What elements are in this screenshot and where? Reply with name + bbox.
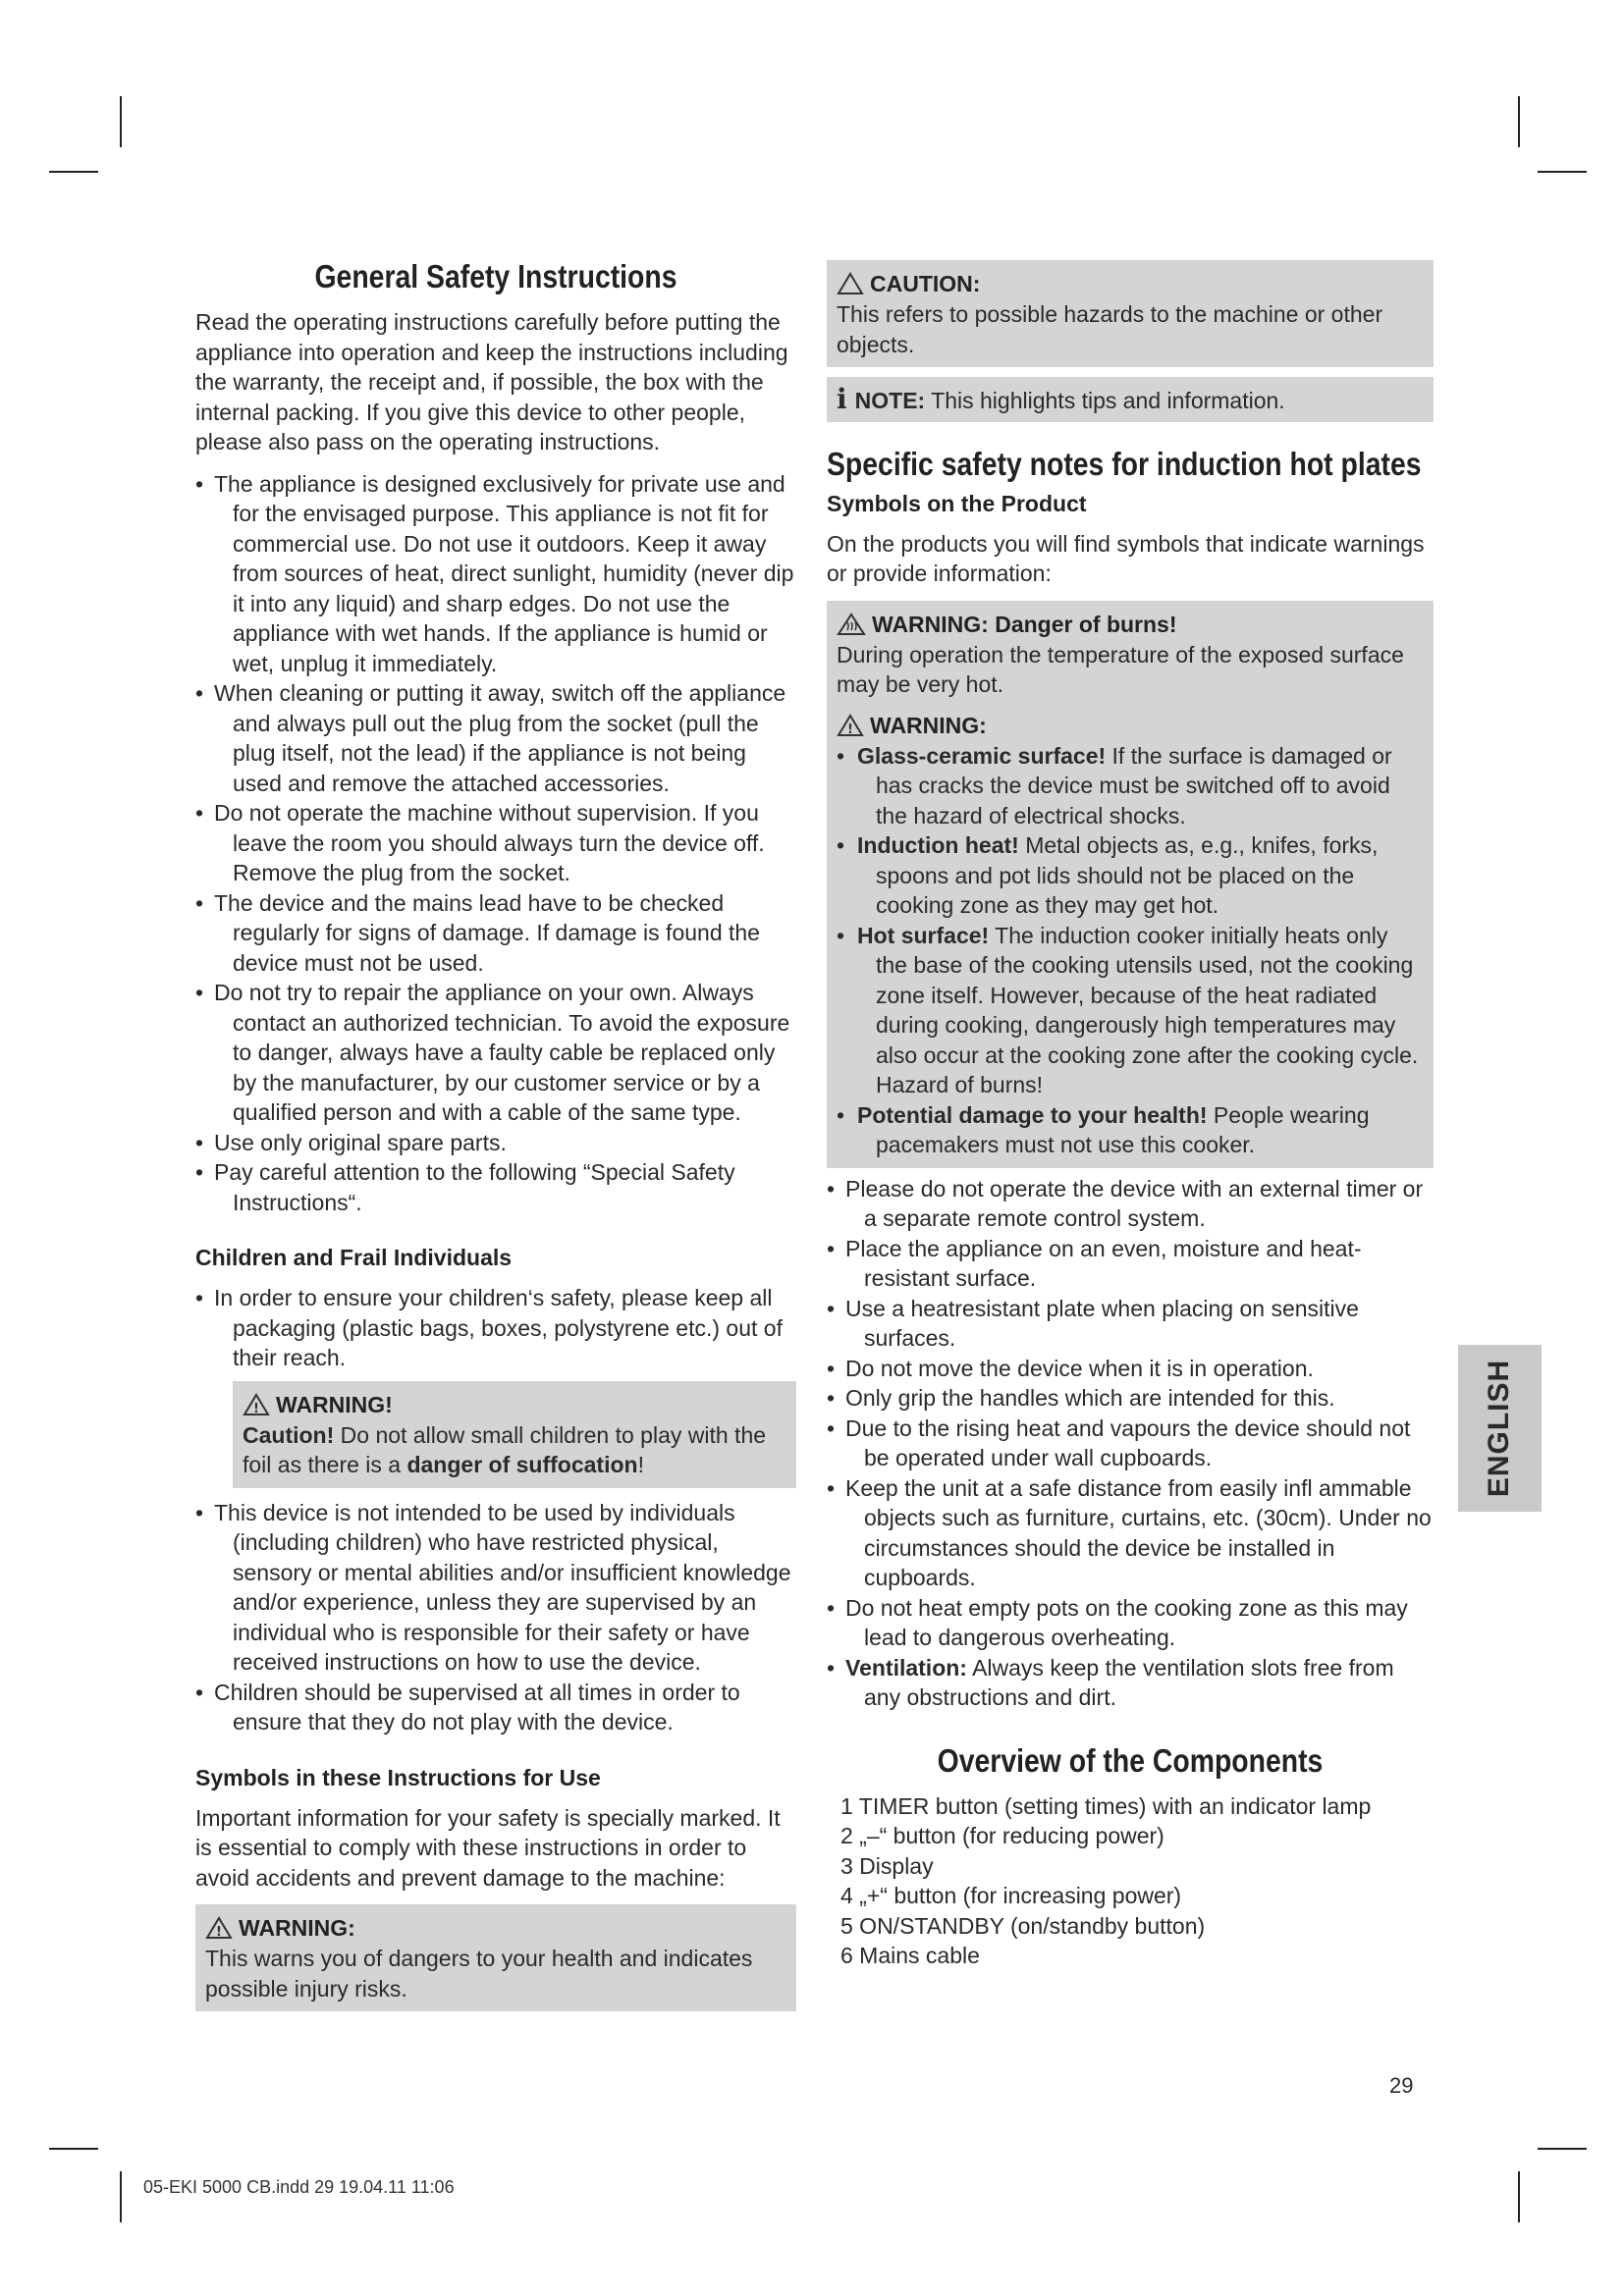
crop-mark — [1518, 2171, 1520, 2222]
crop-mark — [120, 2171, 122, 2222]
caution-triangle-icon — [837, 272, 864, 295]
item-text: The induction cooker initially heats only the base of the cooking utensils used, not the cooking zone itself. However, because of the heat radiated during cooking, dangerously high temperatures may also occur at the cooking zone after the cooking cycle. Hazard of burns! — [876, 922, 1419, 1097]
list-item: • This device is not intended to be used by individuals (including children) who have restricted physical, sensory or mental abilities and/or insufficient knowledge and/or experience, unless they are supervised by an individual who is responsible for their safety or have received instructions on how to use the device. — [195, 1498, 796, 1678]
list-item: • In order to ensure your children‘s safety, please keep all packaging (plastic bags, boxes, polystyrene etc.) out of their reach. — [195, 1283, 796, 1373]
crop-mark — [1518, 96, 1520, 147]
warning-triangle-icon — [837, 714, 864, 737]
warning-label: WARNING: — [239, 1915, 355, 1941]
caution-heading — [837, 268, 1424, 299]
warning-label: WARNING! — [276, 1391, 393, 1417]
item-bold: Hot surface! — [857, 922, 990, 948]
list-item: • Do not operate the machine without supervision. If you leave the room you should always turn the device off. Remove the plug from the socket. — [195, 798, 796, 888]
item-text: Metal objects as, e.g., knifes, forks, spoons and pot lids should not be placed on the cooking zone as they may get hot. — [876, 832, 1379, 918]
caution-label: Caution! — [243, 1421, 335, 1448]
burn-warning-label: WARNING: Danger of burns! — [872, 611, 1177, 637]
ventilation-label: Ventilation: — [845, 1654, 967, 1681]
right-column — [827, 260, 1434, 1971]
children-list — [195, 1283, 796, 1373]
warning-heading — [837, 710, 1424, 741]
list-item — [837, 741, 1424, 831]
list-item — [827, 1653, 1434, 1713]
burn-warning-heading — [837, 609, 1424, 640]
crop-mark — [120, 96, 122, 147]
ventilation-text: Always keep the ventilation slots free from any obstructions and dirt. — [864, 1654, 1394, 1710]
symbols-product-paragraph: On the products you will find symbols that indicate warnings or provide information: — [827, 530, 1425, 586]
warning-heading — [243, 1389, 786, 1420]
left-column — [195, 250, 796, 2021]
components-list — [827, 1791, 1434, 1971]
list-item: • The appliance is designed exclusively for private use and for the envisaged purpose. This appliance is not fit for commercial use. Do not use it outdoors. Keep it away from sources of heat, direct sunlight, humidity (never dip it into any liquid) and sharp edges. Do not use the appliance with wet hands. If the appliance is humid or wet, unplug it immediately. — [195, 469, 796, 679]
list-item: • The device and the mains lead have to be checked regularly for signs of damage. If damage is found the device must not be used. — [195, 888, 796, 979]
suffocation-warning-box — [233, 1381, 796, 1488]
caution-label: CAUTION: — [870, 271, 981, 296]
warning-label: WARNING: — [870, 712, 987, 738]
caution-text: This refers to possible hazards to the machine or other objects. — [837, 301, 1383, 357]
list-item: • Pay careful attention to the following “Special Safety Instructions“. — [195, 1157, 796, 1217]
list-item: • Due to the rising heat and vapours the device should not be operated under wall cupboards. — [827, 1414, 1434, 1473]
component-item: 1 TIMER button (setting times) with an indicator lamp — [840, 1792, 1372, 1819]
list-item — [837, 921, 1424, 1100]
list-item: • Children should be supervised at all times in order to ensure that they do not play with the device. — [195, 1678, 796, 1737]
list-item — [837, 830, 1424, 921]
list-item: • Place the appliance on an even, moisture and heat-resistant surface. — [827, 1234, 1434, 1294]
injury-warning-box — [195, 1904, 796, 2011]
print-footer: 05-EKI 5000 CB.indd 29 19.04.11 11:06 — [143, 2177, 455, 2197]
component-item: 4 „+“ button (for increasing power) — [840, 1883, 1182, 1908]
note-box — [827, 377, 1434, 422]
list-item: • Use a heatresistant plate when placing on sensitive surfaces. — [827, 1294, 1434, 1354]
list-item: • Do not heat empty pots on the cooking zone as this may lead to dangerous overheating. — [827, 1593, 1434, 1653]
symbols-heading: Symbols in these Instructions for Use — [195, 1764, 601, 1790]
note-label: NOTE: — [854, 388, 926, 413]
item-text: People wearing pacemakers must not use this cooker. — [876, 1101, 1370, 1157]
children-heading: Children and Frail Individuals — [195, 1245, 513, 1270]
intro-paragraph: Read the operating instructions carefully before putting the appliance into operation and keep the instructions including the warranty, the receipt and, if possible, the box with the internal packing. If you give this device to other people, please also pass on the operating instructions. — [195, 309, 788, 454]
list-item: • Please do not operate the device with an external timer or a separate remote control system. — [827, 1174, 1434, 1234]
crop-mark — [49, 2148, 98, 2150]
warning-text-a: Do not allow small children to play with the foil as there is a — [243, 1421, 767, 1477]
overview-title: Overview of the Components — [937, 1741, 1324, 1779]
page-title: General Safety Instructions — [314, 258, 677, 294]
component-item: 3 Display — [840, 1852, 934, 1879]
item-bold: Glass-ceramic surface! — [857, 742, 1107, 769]
warning-heading — [205, 1912, 786, 1944]
list-item: • Do not move the device when it is in operation. — [827, 1354, 1434, 1384]
component-item: 6 Mains cable — [840, 1943, 980, 1968]
item-bold: Induction heat! — [857, 832, 1019, 858]
list-item: • Keep the unit at a safe distance from easily infl ammable objects such as furniture, curtains, etc. (30cm). Under no circumstances should the device be installed in cupboards. — [827, 1473, 1434, 1593]
warning-triangle-icon — [243, 1393, 270, 1416]
children-list-2 — [195, 1498, 796, 1737]
general-safety-list — [195, 469, 796, 1218]
svg-text:!: ! — [847, 721, 853, 737]
symbols-product-heading: Symbols on the Product — [827, 490, 1087, 516]
list-item: • Use only original spare parts. — [195, 1128, 796, 1158]
svg-text:!: ! — [216, 1925, 222, 1940]
caution-box — [827, 260, 1434, 367]
induction-section-title: Specific safety notes for induction hot plates — [827, 445, 1422, 482]
component-item: 5 ON/STANDBY (on/standby button) — [840, 1912, 1206, 1939]
induction-safety-list — [827, 1174, 1434, 1713]
warning-text: This warns you of dangers to your health and indicates possible injury risks. — [205, 1946, 753, 2002]
note-text: This highlights tips and information. — [925, 388, 1285, 413]
list-item: • Do not try to repair the appliance on your own. Always contact an authorized technician. To avoid the exposure to danger, always have a faulty cable be replaced only by the manufacturer, by our customer service or by a qualified person and with a cable of the same type. — [195, 978, 796, 1128]
list-item: • Only grip the handles which are intended for this. — [827, 1383, 1434, 1414]
burn-warning-text: During operation the temperature of the exposed surface may be very hot. — [837, 641, 1404, 697]
crop-mark — [1538, 171, 1587, 173]
hot-surface-icon — [837, 613, 866, 636]
list-item — [837, 1100, 1424, 1160]
warning-text-b: ! — [637, 1452, 644, 1477]
info-icon: i — [837, 383, 847, 415]
language-tab — [1458, 1345, 1542, 1512]
component-item: 2 „–“ button (for reducing power) — [840, 1823, 1164, 1848]
language-label: ENGLISH — [1483, 1359, 1516, 1498]
warning-text — [243, 1420, 786, 1480]
induction-warning-list — [837, 741, 1424, 1160]
warning-triangle-icon — [205, 1916, 233, 1940]
symbols-paragraph: Important information for your safety is specially marked. It is essential to comply with these instructions in order to avoid accidents and prevent damage to the machine: — [195, 1804, 781, 1891]
list-item: • When cleaning or putting it away, switch off the appliance and always pull out the plug from the socket (pull the plug itself, not the lead) if the appliance is not being used and remove the attached accessories. — [195, 678, 796, 798]
crop-mark — [1538, 2148, 1587, 2150]
page-number: 29 — [1389, 2073, 1414, 2098]
item-bold: Potential damage to your health! — [857, 1101, 1208, 1128]
danger-label: danger of suffocation — [406, 1452, 638, 1477]
item-text: If the surface is damaged or has cracks the device must be switched off to avoid the hazard of electrical shocks. — [876, 742, 1392, 828]
crop-mark — [49, 171, 98, 173]
burn-warning-box — [827, 601, 1434, 1168]
svg-text:!: ! — [253, 1401, 259, 1416]
